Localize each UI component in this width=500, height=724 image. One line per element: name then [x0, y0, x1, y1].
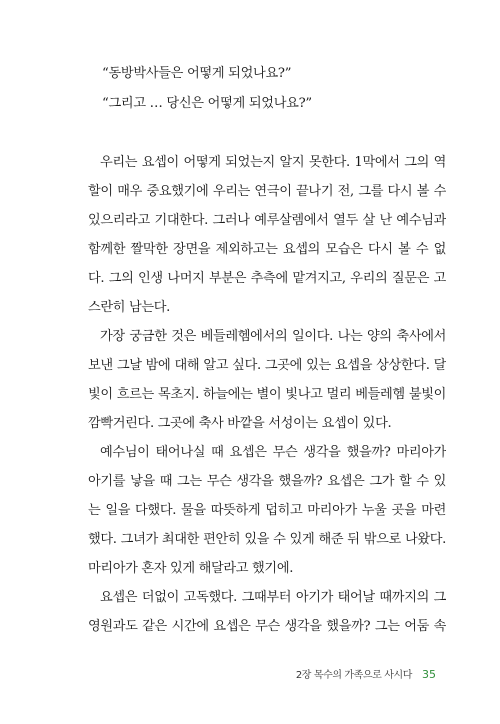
- paragraph: [88, 438, 446, 583]
- body-text: [88, 148, 446, 641]
- text-line: 요셉은 더없이 고독했다. 그때부터 아기가 태어날 때까지의 그: [100, 590, 446, 605]
- paragraph: [88, 322, 446, 438]
- text-line: 영원과도 같은 시간에 요셉은 무슨 생각을 했을까? 그는 어둠 속: [88, 619, 446, 634]
- text-line: 보낸 그날 밤에 대해 알고 싶다. 그곳에 있는 요셉을 상상한다. 달: [88, 358, 446, 373]
- quote-line: “그리고 … 당신은 어떻게 되었나요?”: [102, 96, 312, 111]
- text-line: 빛이 흐르는 목초지. 하늘에는 별이 빛나고 멀리 베들레헴 불빛이: [88, 387, 446, 402]
- quote-line: “동방박사들은 어떻게 되었나요?”: [102, 66, 292, 81]
- chapter-title: 2장 목수의 가족으로 사시다: [295, 670, 412, 681]
- text-line: 했다. 그녀가 최대한 편안히 있을 수 있게 해준 뒤 밖으로 나왔다.: [88, 532, 446, 547]
- text-line: 다. 그의 인생 나머지 부분은 추측에 맡겨지고, 우리의 질문은 고: [88, 271, 446, 286]
- text-line: 가장 궁금한 것은 베들레헴에서의 일이다. 나는 양의 축사에서: [100, 329, 446, 344]
- text-line: 우리는 요셉이 어떻게 되었는지 알지 못한다. 1막에서 그의 역: [100, 155, 446, 170]
- text-line: 예수님이 태어나실 때 요셉은 무슨 생각을 했을까? 마리아가: [100, 445, 446, 460]
- paragraph: [88, 148, 446, 322]
- text-line: 깜빡거린다. 그곳에 축사 바깥을 서성이는 요셉이 있다.: [88, 416, 392, 431]
- text-line: 할이 매우 중요했기에 우리는 연극이 끝나기 전, 그를 다시 볼 수: [88, 184, 446, 199]
- text-line: 는 일을 다했다. 물을 따뜻하게 덥히고 마리아가 누울 곳을 마련: [88, 503, 446, 518]
- text-line: 스란히 남는다.: [88, 300, 171, 315]
- text-line: 있으리라고 기대한다. 그러나 예루살렘에서 열두 살 난 예수님과: [88, 213, 446, 228]
- paragraph: [88, 583, 446, 641]
- page-number: 35: [422, 668, 436, 681]
- text-line: 함께한 짤막한 장면을 제외하고는 요셉의 모습은 다시 볼 수 없: [88, 242, 446, 257]
- text-line: 아기를 낳을 때 그는 무슨 생각을 했을까? 요셉은 그가 할 수 있: [88, 474, 446, 489]
- text-line: 마리아가 혼자 있게 해달라고 했기에.: [88, 561, 294, 576]
- page-footer: [296, 666, 436, 681]
